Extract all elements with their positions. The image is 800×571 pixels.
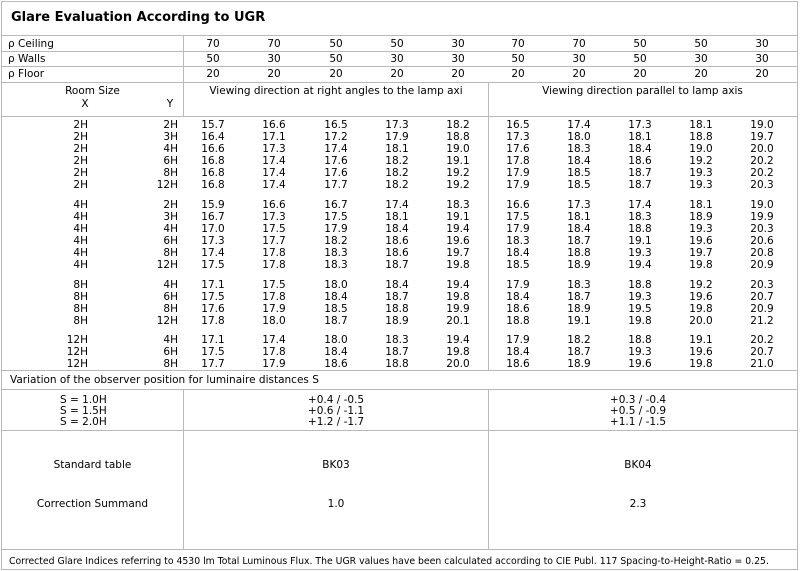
page-title: Glare Evaluation According to UGR (11, 10, 266, 25)
ugr-value-right-angles: 18.4 (324, 290, 348, 303)
ugr-value-right-angles: 17.7 (262, 234, 286, 247)
ugr-value-parallel: 19.4 (628, 258, 652, 271)
direction-parallel-heading: Viewing direction parallel to lamp axis (542, 85, 743, 97)
ugr-value-right-angles: 17.1 (201, 334, 225, 346)
ugr-value-parallel: 20.2 (750, 154, 774, 167)
ugr-value-right-angles: 17.5 (201, 258, 225, 271)
ugr-value-right-angles: 18.7 (385, 345, 409, 358)
ugr-value-parallel: 19.8 (689, 302, 713, 315)
ugr-value-parallel: 19.3 (689, 222, 713, 235)
room-size-y: 2H (163, 119, 178, 131)
ugr-value-parallel: 18.9 (689, 210, 713, 223)
ugr-value-parallel: 19.6 (689, 290, 713, 303)
ugr-value-parallel: 18.1 (567, 210, 591, 223)
ugr-value-right-angles: 18.4 (385, 222, 409, 235)
ugr-value-right-angles: 19.4 (446, 279, 470, 291)
ugr-value-parallel: 19.0 (689, 142, 713, 155)
variation-s: S = 1.0H (60, 394, 107, 406)
ugr-value-right-angles: 17.6 (201, 302, 225, 315)
ugr-value-right-angles: 19.4 (446, 222, 470, 235)
correction-summand-parallel: 2.3 (629, 498, 647, 510)
ugr-value-parallel: 16.6 (506, 199, 530, 211)
ugr-value-parallel: 19.8 (628, 314, 652, 327)
ugr-value-parallel: 18.8 (628, 279, 652, 291)
ugr-value-right-angles: 18.9 (385, 314, 409, 327)
reflectance-label: ρ Floor (8, 68, 45, 80)
ugr-value-right-angles: 19.1 (446, 154, 470, 167)
reflectance-value: 30 (390, 53, 404, 65)
ugr-value-right-angles: 19.0 (446, 142, 470, 155)
ugr-value-parallel: 18.7 (567, 345, 591, 358)
ugr-value-parallel: 18.5 (506, 258, 530, 271)
room-size-y: 2H (163, 199, 178, 211)
ugr-value-parallel: 18.8 (506, 314, 530, 327)
ugr-value-right-angles: 16.8 (201, 154, 225, 167)
ugr-value-parallel: 19.0 (750, 199, 774, 211)
ugr-value-right-angles: 17.4 (262, 178, 286, 191)
ugr-value-right-angles: 18.1 (385, 210, 409, 223)
ugr-value-parallel: 19.3 (628, 246, 652, 259)
room-size-y: 12H (156, 314, 178, 327)
room-size-x: 12H (66, 345, 88, 358)
ugr-value-right-angles: 17.8 (262, 290, 286, 303)
variation-parallel: +0.3 / -0.4 (609, 394, 667, 406)
divider (2, 389, 798, 390)
ugr-value-parallel: 18.9 (567, 302, 591, 315)
ugr-value-right-angles: 18.6 (385, 234, 409, 247)
ugr-value-right-angles: 18.8 (446, 130, 470, 143)
ugr-value-parallel: 19.8 (689, 258, 713, 271)
ugr-value-right-angles: 17.6 (324, 154, 348, 167)
reflectance-value: 20 (206, 68, 220, 80)
room-size-y: 12H (156, 258, 178, 271)
ugr-value-parallel: 18.3 (506, 234, 530, 247)
reflectance-value: 70 (206, 38, 220, 50)
ugr-value-parallel: 19.6 (628, 357, 652, 370)
ugr-value-right-angles: 16.8 (201, 166, 225, 179)
ugr-value-right-angles: 18.2 (446, 119, 470, 131)
room-size-y: 8H (163, 357, 178, 370)
reflectance-value: 20 (755, 68, 769, 80)
reflectance-value: 30 (451, 53, 465, 65)
ugr-value-right-angles: 17.4 (262, 166, 286, 179)
ugr-value-parallel: 18.4 (506, 290, 530, 303)
ugr-value-parallel: 19.2 (689, 279, 713, 291)
reflectance-value: 30 (451, 38, 465, 50)
ugr-value-right-angles: 18.7 (385, 258, 409, 271)
room-size-x: 8H (73, 279, 88, 291)
divider (2, 35, 798, 36)
ugr-value-right-angles: 17.5 (324, 210, 348, 223)
ugr-value-right-angles: 17.4 (201, 246, 225, 259)
ugr-value-right-angles: 19.9 (446, 302, 470, 315)
room-size-x: 4H (73, 210, 88, 223)
ugr-value-parallel: 18.5 (567, 166, 591, 179)
reflectance-value: 50 (390, 38, 404, 50)
ugr-value-parallel: 18.3 (628, 210, 652, 223)
reflectance-value: 20 (329, 68, 343, 80)
room-size-y: 8H (163, 246, 178, 259)
divider (183, 389, 184, 549)
reflectance-value: 30 (755, 53, 769, 65)
ugr-value-parallel: 21.2 (750, 314, 774, 327)
ugr-value-right-angles: 16.8 (201, 178, 225, 191)
reflectance-value: 30 (694, 53, 708, 65)
variation-right-angles: +0.4 / -0.5 (307, 394, 365, 406)
ugr-value-right-angles: 18.7 (324, 314, 348, 327)
divider (2, 549, 798, 550)
ugr-value-right-angles: 17.4 (262, 154, 286, 167)
reflectance-label: ρ Ceiling (8, 38, 54, 50)
ugr-value-right-angles: 19.6 (446, 234, 470, 247)
ugr-value-right-angles: 18.3 (324, 258, 348, 271)
divider (488, 389, 489, 549)
ugr-value-right-angles: 17.3 (201, 234, 225, 247)
divider (2, 116, 798, 117)
ugr-value-parallel: 17.9 (506, 222, 530, 235)
room-size-y: 8H (163, 302, 178, 315)
room-size-x: 4H (73, 246, 88, 259)
ugr-value-parallel: 19.3 (689, 178, 713, 191)
ugr-value-right-angles: 18.7 (385, 290, 409, 303)
ugr-value-right-angles: 19.2 (446, 166, 470, 179)
ugr-value-right-angles: 19.8 (446, 345, 470, 358)
ugr-value-parallel: 17.3 (567, 199, 591, 211)
ugr-value-parallel: 17.4 (567, 119, 591, 131)
ugr-value-parallel: 19.0 (750, 119, 774, 131)
ugr-value-parallel: 19.2 (689, 154, 713, 167)
room-size-y: 4H (163, 222, 178, 235)
room-size-y: 3H (163, 130, 178, 143)
room-size-y: 4H (163, 279, 178, 291)
ugr-value-right-angles: 18.2 (324, 234, 348, 247)
room-size-y: 6H (163, 154, 178, 167)
room-size-x: 2H (73, 142, 88, 155)
ugr-value-parallel: 18.4 (506, 246, 530, 259)
ugr-value-parallel: 21.0 (750, 357, 774, 370)
ugr-value-right-angles: 17.1 (201, 279, 225, 291)
ugr-value-parallel: 18.6 (506, 302, 530, 315)
ugr-value-right-angles: 18.6 (385, 246, 409, 259)
ugr-value-right-angles: 15.7 (201, 119, 225, 131)
ugr-value-right-angles: 17.0 (201, 222, 225, 235)
variation-parallel: +0.5 / -0.9 (609, 405, 667, 417)
ugr-value-right-angles: 17.8 (201, 314, 225, 327)
ugr-value-parallel: 20.9 (750, 258, 774, 271)
ugr-value-parallel: 18.3 (567, 279, 591, 291)
standard-table-label: Standard table (53, 459, 132, 471)
reflectance-value: 50 (511, 53, 525, 65)
ugr-value-parallel: 18.2 (567, 334, 591, 346)
reflectance-value: 20 (390, 68, 404, 80)
room-size-x: 12H (66, 334, 88, 346)
ugr-value-right-angles: 18.1 (385, 142, 409, 155)
variation-right-angles: +1.2 / -1.7 (307, 416, 365, 428)
ugr-value-right-angles: 18.3 (324, 246, 348, 259)
ugr-value-parallel: 20.3 (750, 279, 774, 291)
room-size-y: 4H (163, 142, 178, 155)
reflectance-value: 50 (633, 53, 647, 65)
ugr-value-parallel: 17.8 (506, 154, 530, 167)
ugr-value-right-angles: 18.3 (385, 334, 409, 346)
ugr-value-parallel: 18.0 (567, 130, 591, 143)
ugr-value-parallel: 20.7 (750, 345, 774, 358)
room-size-x: 2H (73, 154, 88, 167)
ugr-value-right-angles: 17.5 (201, 290, 225, 303)
ugr-value-right-angles: 18.2 (385, 178, 409, 191)
ugr-value-parallel: 19.6 (689, 234, 713, 247)
ugr-value-parallel: 19.3 (689, 166, 713, 179)
room-size-x: 4H (73, 258, 88, 271)
ugr-value-right-angles: 17.9 (324, 222, 348, 235)
ugr-value-parallel: 19.1 (567, 314, 591, 327)
ugr-value-right-angles: 18.5 (324, 302, 348, 315)
standard-table-right-angles: BK03 (322, 459, 350, 471)
ugr-value-right-angles: 19.8 (446, 258, 470, 271)
room-size-label: Room Size (65, 85, 120, 97)
ugr-value-right-angles: 18.6 (324, 357, 348, 370)
ugr-value-parallel: 18.5 (567, 178, 591, 191)
ugr-value-right-angles: 18.0 (324, 334, 348, 346)
ugr-value-parallel: 18.9 (567, 357, 591, 370)
ugr-value-parallel: 18.4 (567, 154, 591, 167)
ugr-value-right-angles: 17.1 (262, 130, 286, 143)
reflectance-value: 30 (755, 38, 769, 50)
ugr-value-parallel: 20.9 (750, 302, 774, 315)
ugr-value-parallel: 20.6 (750, 234, 774, 247)
reflectance-value: 50 (694, 38, 708, 50)
ugr-value-right-angles: 17.4 (324, 142, 348, 155)
ugr-value-parallel: 17.9 (506, 279, 530, 291)
ugr-value-parallel: 18.7 (628, 166, 652, 179)
ugr-value-right-angles: 16.6 (201, 142, 225, 155)
footer-note: Corrected Glare Indices referring to 4530 lm Total Luminous Flux. The UGR values have been calculated according to CIE Publ. 117 Spacing-to-Height-Ratio = 0.25. (9, 556, 769, 567)
ugr-value-right-angles: 18.0 (324, 279, 348, 291)
room-size-x: 8H (73, 290, 88, 303)
ugr-value-right-angles: 17.3 (385, 119, 409, 131)
variation-right-angles: +0.6 / -1.1 (307, 405, 365, 417)
ugr-value-right-angles: 19.2 (446, 178, 470, 191)
ugr-value-parallel: 19.5 (628, 302, 652, 315)
ugr-value-parallel: 20.3 (750, 222, 774, 235)
ugr-value-parallel: 18.8 (567, 246, 591, 259)
ugr-value-right-angles: 17.6 (324, 166, 348, 179)
ugr-value-parallel: 18.7 (567, 290, 591, 303)
ugr-value-right-angles: 17.8 (262, 258, 286, 271)
ugr-value-parallel: 17.6 (506, 142, 530, 155)
ugr-value-right-angles: 18.2 (385, 154, 409, 167)
ugr-value-parallel: 17.3 (628, 119, 652, 131)
ugr-value-parallel: 18.9 (567, 258, 591, 271)
ugr-value-right-angles: 19.7 (446, 246, 470, 259)
variation-s: S = 1.5H (60, 405, 107, 417)
room-size-y: 8H (163, 166, 178, 179)
reflectance-value: 50 (329, 53, 343, 65)
ugr-value-parallel: 18.1 (628, 130, 652, 143)
divider (2, 82, 798, 83)
ugr-value-right-angles: 18.3 (446, 199, 470, 211)
divider (2, 66, 798, 67)
ugr-value-parallel: 19.9 (750, 210, 774, 223)
ugr-value-right-angles: 18.4 (324, 345, 348, 358)
standard-table-parallel: BK04 (624, 459, 652, 471)
reflectance-value: 50 (633, 38, 647, 50)
ugr-value-parallel: 16.5 (506, 119, 530, 131)
correction-summand-label: Correction Summand (36, 498, 149, 510)
ugr-value-parallel: 18.6 (506, 357, 530, 370)
ugr-value-right-angles: 17.9 (385, 130, 409, 143)
reflectance-value: 20 (267, 68, 281, 80)
ugr-value-right-angles: 20.1 (446, 314, 470, 327)
reflectance-value: 50 (206, 53, 220, 65)
ugr-value-parallel: 20.2 (750, 166, 774, 179)
ugr-value-parallel: 17.3 (506, 130, 530, 143)
ugr-value-right-angles: 17.5 (201, 345, 225, 358)
reflectance-value: 20 (633, 68, 647, 80)
room-size-x: 4H (73, 234, 88, 247)
ugr-value-parallel: 20.3 (750, 178, 774, 191)
room-size-x: 2H (73, 166, 88, 179)
ugr-value-parallel: 20.7 (750, 290, 774, 303)
ugr-value-parallel: 18.8 (628, 222, 652, 235)
reflectance-value: 20 (511, 68, 525, 80)
ugr-value-right-angles: 16.7 (324, 199, 348, 211)
ugr-value-parallel: 18.8 (628, 334, 652, 346)
ugr-value-right-angles: 17.3 (262, 210, 286, 223)
ugr-value-right-angles: 17.8 (262, 246, 286, 259)
ugr-value-parallel: 19.1 (689, 334, 713, 346)
variation-s: S = 2.0H (60, 416, 107, 428)
ugr-value-parallel: 18.7 (628, 178, 652, 191)
room-size-x: 8H (73, 302, 88, 315)
variation-parallel: +1.1 / -1.5 (609, 416, 667, 428)
ugr-value-right-angles: 17.9 (262, 357, 286, 370)
ugr-value-parallel: 19.7 (689, 246, 713, 259)
ugr-value-right-angles: 17.2 (324, 130, 348, 143)
ugr-value-right-angles: 19.1 (446, 210, 470, 223)
ugr-value-right-angles: 19.4 (446, 334, 470, 346)
ugr-value-right-angles: 17.4 (262, 334, 286, 346)
ugr-value-right-angles: 16.6 (262, 119, 286, 131)
ugr-value-parallel: 18.8 (689, 130, 713, 143)
ugr-value-right-angles: 15.9 (201, 199, 225, 211)
room-size-y: 6H (163, 345, 178, 358)
room-size-x: 2H (73, 178, 88, 191)
ugr-value-parallel: 18.6 (628, 154, 652, 167)
ugr-value-right-angles: 18.8 (385, 302, 409, 315)
ugr-value-parallel: 18.4 (628, 142, 652, 155)
room-size-x: 8H (73, 314, 88, 327)
ugr-value-right-angles: 18.2 (385, 166, 409, 179)
ugr-value-parallel: 19.3 (628, 345, 652, 358)
reflectance-label: ρ Walls (8, 53, 46, 65)
ugr-value-right-angles: 17.8 (262, 345, 286, 358)
ugr-value-parallel: 20.2 (750, 334, 774, 346)
y-label: Y (166, 98, 174, 110)
reflectance-value: 70 (267, 38, 281, 50)
ugr-value-right-angles: 17.5 (262, 279, 286, 291)
room-size-y: 6H (163, 290, 178, 303)
reflectance-value: 20 (451, 68, 465, 80)
ugr-value-parallel: 19.8 (689, 357, 713, 370)
ugr-value-parallel: 19.7 (750, 130, 774, 143)
direction-right-angles-heading: Viewing direction at right angles to the lamp axi (209, 85, 463, 97)
ugr-value-parallel: 19.3 (628, 290, 652, 303)
divider (2, 430, 798, 431)
ugr-value-parallel: 20.8 (750, 246, 774, 259)
ugr-value-parallel: 19.6 (689, 345, 713, 358)
ugr-value-right-angles: 20.0 (446, 357, 470, 370)
ugr-value-parallel: 20.0 (750, 142, 774, 155)
reflectance-value: 20 (694, 68, 708, 80)
room-size-x: 4H (73, 199, 88, 211)
ugr-value-parallel: 18.4 (567, 222, 591, 235)
ugr-value-parallel: 20.0 (689, 314, 713, 327)
ugr-value-right-angles: 18.4 (385, 279, 409, 291)
ugr-value-parallel: 17.5 (506, 210, 530, 223)
ugr-value-parallel: 17.9 (506, 178, 530, 191)
room-size-y: 6H (163, 234, 178, 247)
ugr-value-parallel: 17.9 (506, 166, 530, 179)
ugr-value-right-angles: 16.6 (262, 199, 286, 211)
reflectance-value: 20 (572, 68, 586, 80)
ugr-value-right-angles: 17.9 (262, 302, 286, 315)
reflectance-value: 70 (572, 38, 586, 50)
ugr-value-right-angles: 16.4 (201, 130, 225, 143)
correction-summand-right-angles: 1.0 (327, 498, 345, 510)
room-size-x: 2H (73, 130, 88, 143)
ugr-value-right-angles: 16.5 (324, 119, 348, 131)
ugr-value-parallel: 19.1 (628, 234, 652, 247)
room-size-x: 4H (73, 222, 88, 235)
ugr-value-parallel: 18.3 (567, 142, 591, 155)
ugr-value-parallel: 18.4 (506, 345, 530, 358)
room-size-y: 4H (163, 334, 178, 346)
ugr-value-right-angles: 17.7 (324, 178, 348, 191)
room-size-x: 2H (73, 119, 88, 131)
ugr-value-right-angles: 18.8 (385, 357, 409, 370)
ugr-value-right-angles: 16.7 (201, 210, 225, 223)
ugr-value-parallel: 18.1 (689, 119, 713, 131)
ugr-value-right-angles: 17.5 (262, 222, 286, 235)
ugr-value-right-angles: 18.0 (262, 314, 286, 327)
ugr-value-parallel: 18.7 (567, 234, 591, 247)
reflectance-value: 30 (267, 53, 281, 65)
ugr-value-right-angles: 19.8 (446, 290, 470, 303)
x-label: X (81, 98, 89, 110)
ugr-value-right-angles: 17.3 (262, 142, 286, 155)
reflectance-value: 30 (572, 53, 586, 65)
divider (2, 51, 798, 52)
ugr-value-parallel: 17.9 (506, 334, 530, 346)
variation-label: Variation of the observer position for luminaire distances S (10, 374, 319, 386)
room-size-y: 3H (163, 210, 178, 223)
ugr-value-parallel: 18.1 (689, 199, 713, 211)
room-size-x: 12H (66, 357, 88, 370)
reflectance-value: 70 (511, 38, 525, 50)
ugr-value-parallel: 17.4 (628, 199, 652, 211)
ugr-value-right-angles: 17.4 (385, 199, 409, 211)
reflectance-value: 50 (329, 38, 343, 50)
ugr-value-right-angles: 17.7 (201, 357, 225, 370)
room-size-y: 12H (156, 178, 178, 191)
